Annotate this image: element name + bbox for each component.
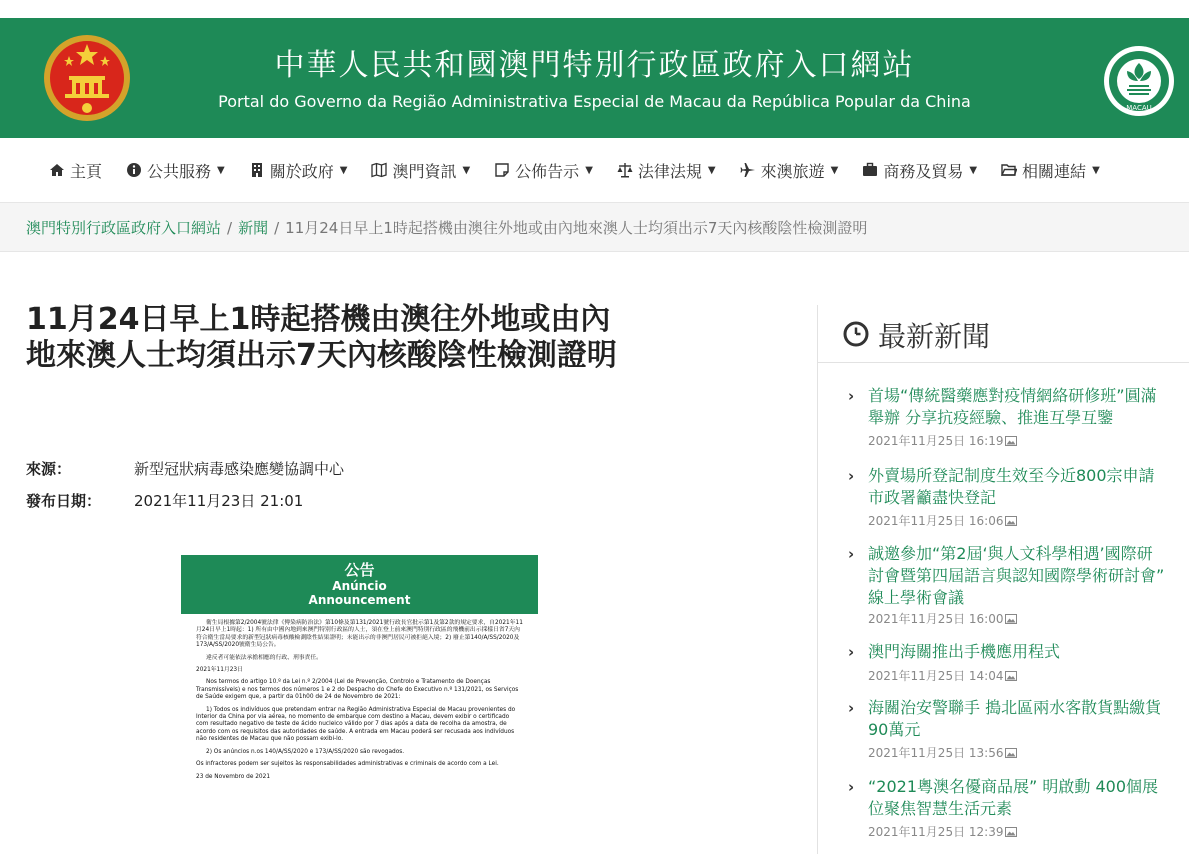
announcement-paragraph: Os infractores podem ser sujeitos às responsabilidades administrativas e criminais de acordo com a Lei. bbox=[196, 761, 499, 768]
chevron-down-icon: ▼ bbox=[969, 164, 978, 176]
source-value: 新型冠狀病毒感染應變協調中心 bbox=[134, 460, 345, 478]
announcement-paragraph: 2) Os anúncios n.os 140/A/SS/2020 e 173/A/SS/2020 são revogados. bbox=[206, 748, 405, 755]
plane-icon bbox=[740, 162, 756, 178]
nav-item-label: 公佈告示 bbox=[515, 161, 580, 181]
home-icon bbox=[49, 162, 65, 178]
source-label: 來源： bbox=[26, 460, 72, 478]
nav-item-label: 主頁 bbox=[70, 161, 103, 181]
page-title-line: 地來澳人士均須出示7天內核酸陰性檢測證明 bbox=[26, 338, 617, 373]
nav-item-notices[interactable] bbox=[494, 159, 593, 182]
announcement-paragraph: Nos termos do artigo 10.º da Lei n.º 2/2004 (Lei de Prevenção, Controlo e Tratamento de Doenças Transmissíveis) e nos termos dos números 1 e 2 do Despacho do Chefe do Executivo n.º 131/2021, os Serviços de Saúde exigem que, a partir da 01h00 de 24 de Novembro de 2021: bbox=[196, 679, 519, 701]
announcement-date: 2021年11月23日 bbox=[196, 667, 243, 674]
nav-item-macau-info[interactable] bbox=[371, 159, 470, 182]
publish-date-value: 2021年11月23日 21:01 bbox=[134, 492, 304, 510]
folder-icon bbox=[1001, 162, 1017, 178]
chevron-right-icon: › bbox=[848, 643, 855, 661]
briefcase-icon bbox=[862, 162, 878, 178]
image-icon bbox=[1005, 436, 1017, 446]
chevron-right-icon: › bbox=[848, 545, 855, 563]
chevron-down-icon: ▼ bbox=[830, 164, 839, 176]
nav-item-laws[interactable] bbox=[617, 159, 716, 182]
nav-item-business[interactable] bbox=[862, 159, 977, 182]
chevron-right-icon: › bbox=[848, 467, 855, 485]
image-icon bbox=[1005, 516, 1017, 526]
announcement-body bbox=[181, 614, 538, 781]
image-icon bbox=[1005, 671, 1017, 681]
breadcrumb-home-link[interactable]: 澳門特別行政區政府入口網站 bbox=[26, 219, 222, 237]
announcement-date: 23 de Novembro de 2021 bbox=[196, 773, 271, 780]
news-item-date: 2021年11月25日 16:19 bbox=[868, 432, 1017, 449]
site-title-zh: 中華人民共和國澳門特別行政區政府入口網站 bbox=[274, 48, 915, 83]
clock-icon bbox=[843, 321, 869, 347]
nav-item-links[interactable] bbox=[1001, 159, 1100, 182]
chevron-down-icon: ▼ bbox=[339, 164, 348, 176]
news-item-title[interactable]: 首場“傳統醫藥應對疫情網絡研修班”圓滿舉辦 分享抗疫經驗、推進互學互鑒 bbox=[868, 386, 1157, 427]
chevron-down-icon: ▼ bbox=[217, 164, 225, 176]
breadcrumb-news-link[interactable]: 新聞 bbox=[238, 219, 269, 237]
announcement-title-zh: 公告 bbox=[344, 561, 375, 579]
news-item-date: 2021年11月25日 13:56 bbox=[868, 744, 1017, 761]
nav-item-home[interactable] bbox=[49, 159, 102, 182]
announcement-paragraph: 1) Todos os indivíduos que pretendam entrar na Região Administrativa Especial de Macau provenientes do Interior da China por via aérea, no momento de embarque com destino a Macau, devem exibir o certificado com resultado negativo de teste de ácido nucleico válido por 7 dias após a data de recolha da amostra, de acordo com os requisitos das autoridades de saúde. A entrada em Macau poderá ser recusada aos indivíduos não residentes de Macau que não possam exibi-lo. bbox=[196, 706, 516, 743]
page-title-line: 11月24日早上1時起搭機由澳往外地或由內 bbox=[26, 302, 611, 337]
image-icon bbox=[1005, 614, 1017, 624]
chevron-right-icon: › bbox=[848, 699, 855, 717]
nav-item-label: 商務及貿易 bbox=[883, 161, 964, 181]
chevron-down-icon: ▼ bbox=[462, 164, 471, 176]
page-title bbox=[26, 302, 706, 374]
news-item-date: 2021年11月25日 16:00 bbox=[868, 610, 1017, 627]
chevron-right-icon: › bbox=[848, 387, 855, 405]
news-item-title[interactable]: 海關治安警聯手 搗北區兩水客散貨點繳貨90萬元 bbox=[868, 698, 1162, 739]
news-item-date: 2021年11月25日 14:04 bbox=[868, 667, 1017, 684]
announcement-title-en: Announcement bbox=[308, 593, 411, 607]
chevron-down-icon: ▼ bbox=[707, 164, 716, 176]
news-item-title[interactable]: “2021粵澳名優商品展” 明啟動 400個展位聚焦智慧生活元素 bbox=[868, 777, 1159, 818]
nav-item-label: 公共服務 bbox=[147, 161, 212, 181]
top-strip bbox=[0, 0, 1189, 18]
nav-item-label: 關於政府 bbox=[269, 161, 334, 181]
nav-item-label: 法律法規 bbox=[637, 161, 702, 181]
news-item-title[interactable]: 外賣場所登記制度生效至今近800宗申請 市政署籲盡快登記 bbox=[868, 466, 1155, 507]
nav-item-label: 澳門資訊 bbox=[392, 161, 457, 181]
latest-news-sidebar bbox=[817, 305, 1189, 854]
news-item-title[interactable]: 誠邀參加“第2屆‘與人文科學相遇’國際研討會暨第四屆語言與認知國際學術研討會” 線上學術會議 bbox=[868, 544, 1165, 607]
chevron-down-icon: ▼ bbox=[585, 164, 593, 176]
announcement-paragraph: 違反者可能依法承擔相應的行政、刑事責任。 bbox=[206, 654, 322, 661]
macau-emblem-text: MACAU bbox=[1126, 104, 1152, 112]
announcement-image[interactable] bbox=[181, 555, 538, 854]
chevron-right-icon: › bbox=[848, 778, 855, 796]
nav-item-public-services[interactable] bbox=[126, 159, 225, 182]
nav-item-label: 相關連結 bbox=[1022, 161, 1087, 181]
announcement-paragraph: 衛生局根據第2/2004號法律《傳染病防治法》第10條及第131/2021號行政長官批示第1及第2款的規定要求，自2021年11月24日早上1時起：1) 所有由中國內地到來澳門特別行政區的人士，須在登上前來澳門特別行政區的飛機前出示採樣日省7天內符合衛生當局要求的新型冠狀病毒核酸檢測陰性結果證明；未能出示的非澳門居民可被拒絕入境；2) 廢止第140/A/SS/2020及173/A/SS/2020號衛生局公告。 bbox=[196, 620, 523, 649]
image-icon bbox=[1005, 827, 1017, 837]
publish-date-row bbox=[26, 490, 303, 511]
breadcrumb-separator: / bbox=[274, 219, 280, 237]
map-icon bbox=[371, 162, 387, 178]
building-icon bbox=[249, 162, 265, 178]
publish-date-label: 發布日期： bbox=[26, 492, 102, 510]
nav-item-about-government[interactable] bbox=[249, 159, 348, 182]
main-nav bbox=[0, 138, 1189, 202]
news-item-date: 2021年11月25日 16:06 bbox=[868, 512, 1017, 529]
info-icon bbox=[126, 162, 142, 178]
breadcrumb bbox=[26, 217, 867, 238]
news-item-date: 2021年11月25日 12:39 bbox=[868, 823, 1017, 840]
macau-regional-emblem-icon[interactable] bbox=[1103, 45, 1175, 117]
notice-icon bbox=[494, 162, 510, 178]
site-header bbox=[0, 18, 1189, 138]
breadcrumb-bar bbox=[0, 202, 1189, 252]
latest-news-header bbox=[818, 305, 1189, 363]
nav-item-label: 來澳旅遊 bbox=[760, 161, 825, 181]
breadcrumb-current: 11月24日早上1時起搭機由澳往外地或由內地來澳人士均須出示7天內核酸陰性檢測證明 bbox=[285, 219, 868, 237]
latest-news-heading: 最新新聞 bbox=[878, 320, 991, 353]
announcement-title-pt: Anúncio bbox=[332, 579, 387, 593]
scale-icon bbox=[617, 162, 633, 178]
source-row bbox=[26, 458, 344, 479]
nav-item-travel[interactable] bbox=[740, 159, 839, 182]
news-item-title[interactable]: 澳門海關推出手機應用程式 bbox=[868, 642, 1061, 661]
image-icon bbox=[1005, 748, 1017, 758]
chevron-down-icon: ▼ bbox=[1092, 164, 1100, 176]
announcement-header bbox=[181, 555, 538, 614]
site-title-pt: Portal do Governo da Região Administrativa Especial de Macau da República Popular da China bbox=[218, 92, 971, 111]
breadcrumb-separator: / bbox=[227, 219, 233, 237]
